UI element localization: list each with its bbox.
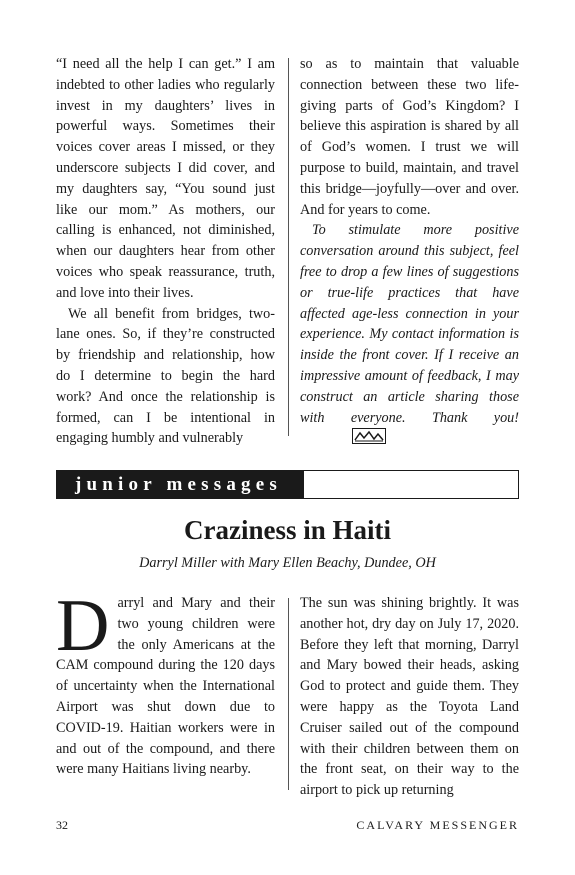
paragraph: so as to maintain that valuable connection between these two life-giving parts of God’s Kingdom? I believe this aspiration is shared by all of God’s women. I trust we will purpose to build, maintain, and travel this bridge—joyfully—over and over. And for years to come.	[300, 56, 519, 218]
end-mark-icon	[340, 428, 386, 451]
article-title: Craziness in Haiti	[184, 515, 391, 545]
article-left-column	[56, 585, 275, 780]
column-divider	[288, 598, 289, 790]
article-byline: Darryl Miller with Mary Ellen Beachy, Dundee, OH	[139, 555, 436, 571]
paragraph-text: arryl and Mary and their two young children were the only Americans at the CAM compound during the 120 days of uncertainty when the International Airport was shut down due to COVID-19. Haitian workers were in and out of the compound, and there were many Haitians living nearby.	[56, 595, 275, 778]
article-right-column	[300, 593, 519, 801]
section-banner-label: junior messages	[57, 471, 304, 498]
paragraph: The sun was shining brightly. It was another hot, dry day on July 17, 2020. Before they left that morning, Darryl and Mary bowed their heads, asking God to protect and guide them. They were happy as the Toyota Land Cruiser sailed out of the compound with their children between them on the front seat, on their way to the airport to pick up returning	[300, 595, 519, 799]
top-right-column	[300, 54, 519, 451]
top-left-column	[56, 54, 275, 449]
publication-name: CALVARY MESSENGER	[356, 818, 519, 832]
paragraph	[56, 585, 275, 780]
closing-note	[300, 220, 519, 451]
page-number: 32	[56, 818, 68, 832]
section-banner	[56, 470, 519, 499]
paragraph: We all benefit from bridges, two-lane ones. So, if they’re constructed by friendship and relationship, how do I determine to begin the hard work? And once the relationship is formed, can I be intentional in engaging humbly and vulnerably	[56, 305, 275, 447]
closing-note-text: To stimulate more positive conversation around this subject, feel free to drop a few lines of suggestions or true-life practices that have affected age-less connection in your experience. My contact information is inside the front cover. If I receive an impressive amount of feedback, I may construct an article sharing those with everyone. Thank you!	[300, 222, 519, 426]
drop-cap: D	[56, 585, 110, 667]
column-divider	[288, 58, 289, 436]
paragraph: “I need all the help I can get.” I am indebted to other ladies who regularly invest in my daughters’ lives in powerful ways. Sometimes their voices cover areas I missed, or they underscore subjects I did cover, and my daughters say, “You sound just like our mom.” As mothers, our calling is enhanced, not diminished, when our daughters hear from other voices who speak reassurance, truth, and love into their lives.	[56, 56, 275, 301]
